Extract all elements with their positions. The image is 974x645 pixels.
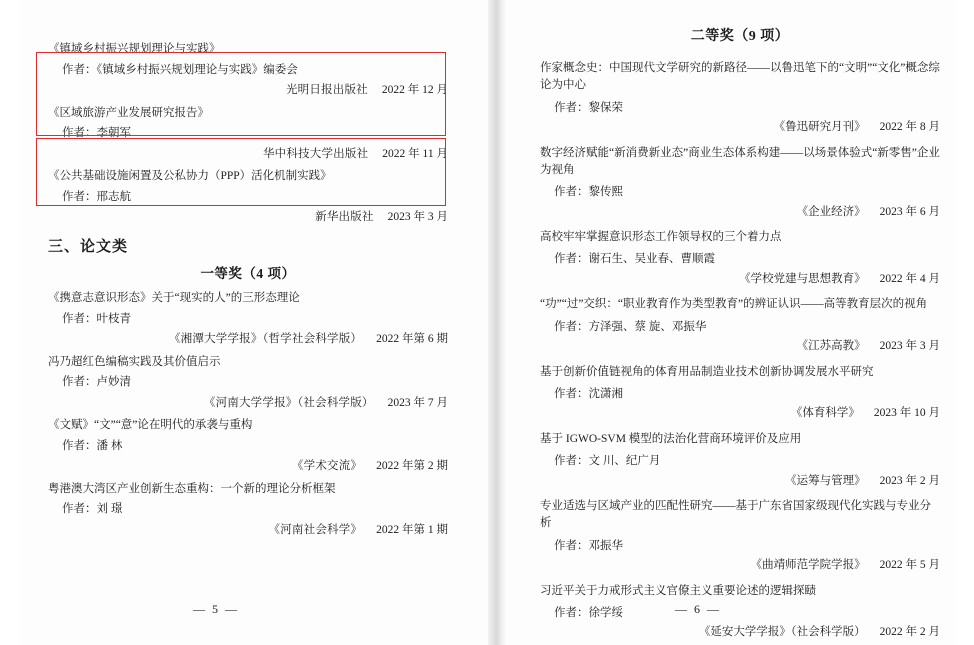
entry-source-line xyxy=(540,560,940,572)
paper-entry xyxy=(540,431,940,487)
entry-date: 2022 年 11 月 xyxy=(382,147,448,160)
book-entry xyxy=(48,171,448,224)
page-left-content xyxy=(48,44,448,547)
entry-date: 2022 年第 1 期 xyxy=(376,523,448,536)
entry-author: 作者：潘 林 xyxy=(62,439,123,452)
entry-title: 冯乃超红色编稿实践及其价值启示 xyxy=(48,355,221,368)
entry-date: 2023 年 2 月 xyxy=(879,474,940,487)
entry-source-line xyxy=(540,122,940,134)
entry-source-line xyxy=(48,525,448,537)
entry-publisher: 光明日报出版社 xyxy=(285,84,368,96)
entry-author: 作者：黎传熙 xyxy=(554,186,623,198)
paper-entry xyxy=(540,60,940,134)
entry-author: 作者：邢志航 xyxy=(62,190,131,203)
entry-title: 专业适选与区域产业的匹配性研究——基于广东省国家级现代化实践与专业分析 xyxy=(540,500,931,530)
entry-source-line xyxy=(540,274,940,286)
entry-date: 2023 年 6 月 xyxy=(879,205,940,218)
entry-author: 作者：卢妙清 xyxy=(62,376,131,388)
entry-author: 作者：邓振华 xyxy=(554,539,623,552)
entry-journal: 《江苏高教》 xyxy=(796,340,866,352)
entry-source-line xyxy=(48,85,448,97)
entry-journal: 《鲁迅研究月刊》 xyxy=(773,121,866,133)
entry-journal: 《河南大学学报》（社会科学版） xyxy=(203,396,374,409)
entry-date: 2023 年 7 月 xyxy=(387,396,448,409)
entry-source-line xyxy=(48,334,448,346)
entry-author: 作者：李朝军 xyxy=(62,127,131,139)
entry-date: 2023 年 10 月 xyxy=(873,407,940,420)
entry-author: 作者：谢石生、吴业春、曹顺霞 xyxy=(554,253,715,266)
entry-source-line xyxy=(540,627,940,639)
paper-entry xyxy=(540,364,940,420)
entry-source-line xyxy=(540,408,940,420)
entry-journal: 《学校党建与思想教育》 xyxy=(739,272,866,285)
entry-date: 2022 年 2 月 xyxy=(879,626,940,639)
award-heading: 一等奖（4 项） xyxy=(200,265,296,281)
entry-author: 作者：文 川、纪广月 xyxy=(554,455,661,467)
paper-entry xyxy=(48,357,448,410)
page-number-right: — 6 — xyxy=(675,602,721,616)
entry-source-line xyxy=(540,476,940,488)
paper-entry xyxy=(540,296,940,352)
entry-date: 2023 年 3 月 xyxy=(387,211,448,223)
page-right xyxy=(492,0,974,645)
section-heading: 三、论文类 xyxy=(48,238,129,255)
entry-author: 作者：沈潇湘 xyxy=(554,387,623,400)
entry-journal: 《湘潭大学学报》（哲学社会科学版） xyxy=(168,333,363,345)
entry-journal: 《运筹与管理》 xyxy=(785,474,866,487)
entry-author: 作者：叶枝青 xyxy=(62,312,131,325)
entry-journal: 《延安大学学报》（社会科学版） xyxy=(698,626,866,639)
paper-entry xyxy=(48,293,448,346)
paper-entry xyxy=(540,498,940,572)
entry-date: 2022 年 12 月 xyxy=(381,84,448,96)
entry-journal: 《企业经济》 xyxy=(796,205,866,218)
entry-title: 基于创新价值链视角的体育用品制造业技术创新协调发展水平研究 xyxy=(540,365,874,378)
award-heading: 二等奖（9 项） xyxy=(690,29,790,44)
page-number-left: — 5 — xyxy=(193,602,239,616)
entry-title: 作家概念史：中国现代文学研究的新路径——以鲁迅笔下的“文明”“文化”概念综论为中心 xyxy=(540,62,940,92)
entry-source-line xyxy=(540,207,940,219)
paper-entry xyxy=(48,484,448,537)
entry-title: 《镇域乡村振兴规划理论与实践》 xyxy=(48,43,221,55)
entry-author: 作者：方泽强、蔡 旋、邓振华 xyxy=(554,320,707,333)
entry-author: 作者：黎保荣 xyxy=(554,101,623,114)
entry-author: 作者：刘 璟 xyxy=(62,503,123,515)
entry-title: 习近平关于力戒形式主义官僚主义重要论述的逻辑探赜 xyxy=(540,584,816,597)
entry-title: 《文赋》“文”“意”论在明代的承袭与重构 xyxy=(48,419,253,431)
entry-source-line xyxy=(48,398,448,410)
entry-title: 基于 IGWO-SVM 模型的法治化营商环境评价及应用 xyxy=(540,432,802,445)
entry-title: 《携意志意识形态》关于“现实的人”的三形态理论 xyxy=(48,292,300,304)
entry-source-line xyxy=(48,149,448,161)
entry-title: 《公共基础设施闲置及公私协力（PPP）活化机制实践》 xyxy=(48,170,332,182)
book-spine xyxy=(488,0,506,645)
entry-source-line xyxy=(48,212,448,224)
paper-entry xyxy=(540,229,940,285)
entry-author: 作者：《镇域乡村振兴规划理论与实践》编委会 xyxy=(62,63,298,76)
entry-title: 粤港澳大湾区产业创新生态重构：一个新的理论分析框架 xyxy=(48,482,336,495)
paper-entry xyxy=(540,145,940,219)
entry-date: 2022 年第 6 期 xyxy=(376,333,448,345)
entry-publisher: 新华出版社 xyxy=(315,211,374,223)
book-entry xyxy=(48,108,448,161)
entry-source-line xyxy=(48,461,448,473)
entry-date: 2022 年 5 月 xyxy=(879,559,940,571)
entry-publisher: 华中科技大学出版社 xyxy=(262,147,369,160)
entry-date: 2022 年 4 月 xyxy=(879,272,940,285)
entry-date: 2022 年第 2 期 xyxy=(376,460,448,472)
entry-author: 作者：徐学绥 xyxy=(554,606,623,619)
entry-source-line xyxy=(540,341,940,353)
entry-date: 2023 年 3 月 xyxy=(879,340,940,352)
paper-entry xyxy=(48,420,448,473)
book-entry xyxy=(48,44,448,97)
entry-journal: 《曲靖师范学院学报》 xyxy=(750,559,866,571)
entry-title: 高校牢牢掌握意识形态工作领导权的三个着力点 xyxy=(540,231,782,243)
entry-date: 2022 年 8 月 xyxy=(879,121,940,133)
page-right-content xyxy=(540,30,940,645)
entry-journal: 《体育科学》 xyxy=(790,407,860,420)
entry-title: “功”“过”交织：“职业教育作为类型教育”的辨证认识——高等教育层次的视角 xyxy=(540,298,928,311)
entry-title: 《区域旅游产业发展研究报告》 xyxy=(48,106,209,119)
entry-title: 数字经济赋能“新消费新业态”商业生态体系构建——以场景体验式“新零售”企业为视角 xyxy=(540,146,940,176)
entry-journal: 《河南社会科学》 xyxy=(268,523,363,536)
entry-journal: 《学术交流》 xyxy=(291,460,363,472)
